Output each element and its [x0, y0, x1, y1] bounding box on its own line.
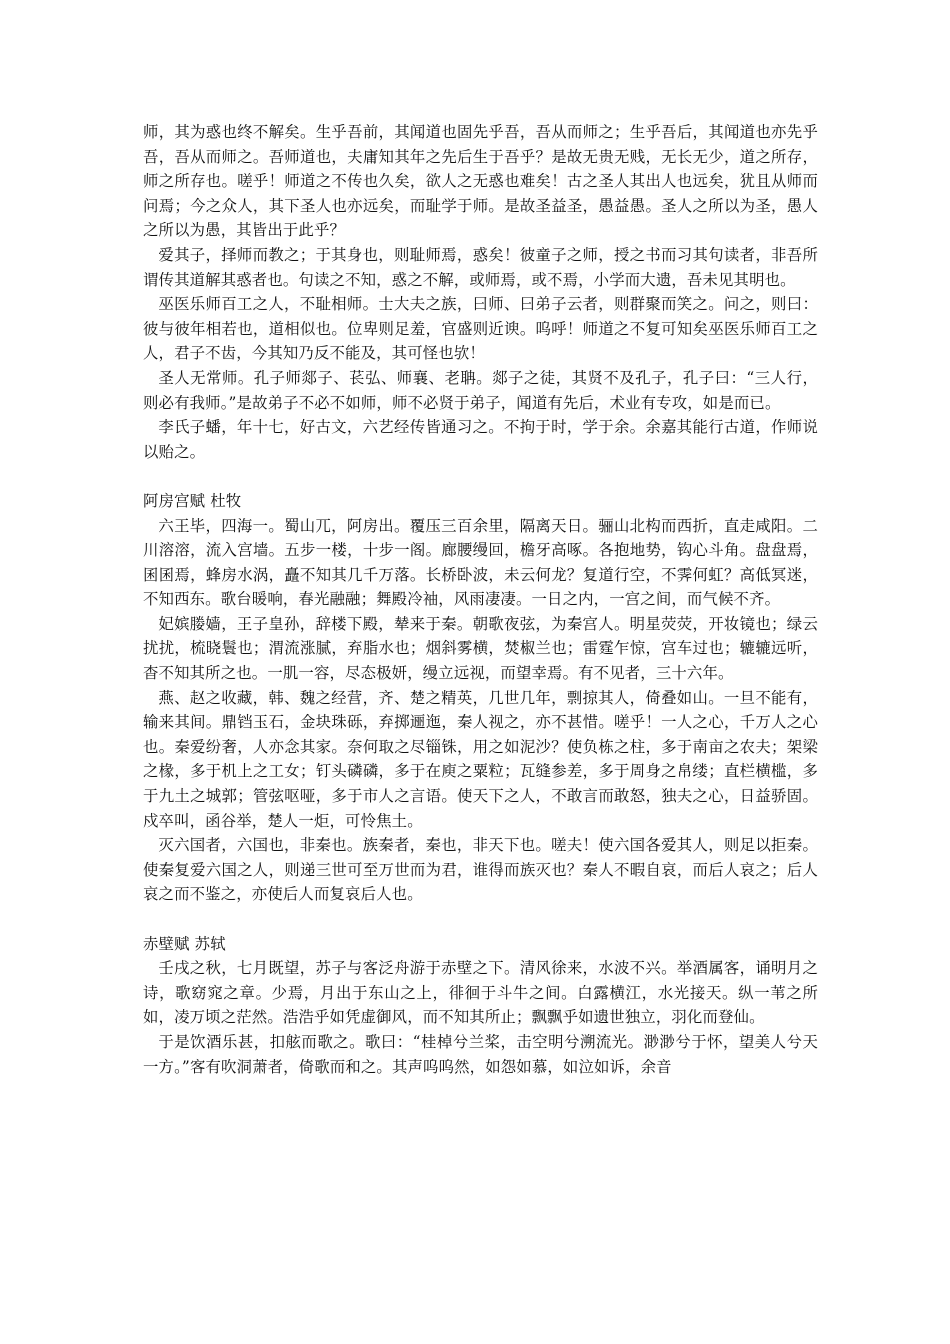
paragraph: 壬戌之秋，七月既望，苏子与客泛舟游于赤壁之下。清风徐来，水波不兴。举酒属客，诵明月之诗，歌窈窕之章。少焉，月出于东山之上，徘徊于斗牛之间。白露横江，水光接天。纵一苇之所如，凌万顷之茫然。浩浩乎如凭虚御风，而不知其所止；飘飘乎如遗世独立，羽化而登仙。 [143, 959, 818, 1027]
paragraph: 灭六国者，六国也，非秦也。族秦者，秦也，非天下也。嗟夫！使六国各爱其人，则足以拒秦。使秦复爱六国之人，则递三世可至万世而为君，谁得而族灭也？秦人不暇自哀，而后人哀之；后人哀之而不鉴之，亦使后人而复哀后人也。 [143, 836, 818, 904]
paragraph: 李氏子蟠，年十七，好古文，六艺经传皆通习之。不拘于时，学于余。余嘉其能行古道，作师说以贻之。 [143, 418, 818, 461]
document-body [143, 120, 818, 1079]
paragraph: 巫医乐师百工之人，不耻相师。士大夫之族，曰师、曰弟子云者，则群聚而笑之。问之，则曰：彼与彼年相若也，道相似也。位卑则足羞，官盛则近谀。呜呼！师道之不复可知矣巫医乐师百工之人，君子不齿，今其知乃反不能及，其可怪也欤！ [143, 295, 818, 363]
paragraph: 六王毕，四海一。蜀山兀，阿房出。覆压三百余里，隔离天日。骊山北构而西折，直走咸阳。二川溶溶，流入宫墙。五步一楼，十步一阁。廊腰缦回，檐牙高啄。各抱地势，钩心斗角。盘盘焉，囷囷焉，蜂房水涡，矗不知其几千万落。长桥卧波，未云何龙？复道行空，不霁何虹？高低冥迷，不知西东。歌台暖响，春光融融；舞殿冷袖，风雨凄凄。一日之内，一宫之间，而气候不齐。 [143, 516, 818, 609]
section-shishuo [143, 120, 818, 464]
paragraph: 妃嫔媵嫱，王子皇孙，辞楼下殿，辇来于秦。朝歌夜弦，为秦宫人。明星荧荧，开妆镜也；绿云扰扰，梳晓鬟也；渭流涨腻，弃脂水也；烟斜雾横，焚椒兰也；雷霆乍惊，宫车过也；辘辘远听，杳不知其所之也。一肌一容，尽态极妍，缦立远视，而望幸焉。有不见者，三十六年。 [143, 614, 818, 683]
section-afanggong [143, 489, 818, 907]
paragraph: 于是饮酒乐甚，扣舷而歌之。歌曰：“桂棹兮兰桨，击空明兮溯流光。渺渺兮于怀，望美人兮天一方。”客有吹洞萧者，倚歌而和之。其声呜呜然，如怨如慕，如泣如诉，余音 [143, 1032, 818, 1076]
paragraph: 圣人无常师。孔子师郯子、苌弘、师襄、老聃。郯子之徒，其贤不及孔子，孔子曰：“三人行，则必有我师。”是故弟子不必不如师，师不必贤于弟子，闻道有先后，术业有专攻，如是而已。 [143, 368, 818, 412]
paragraph: 师，其为惑也终不解矣。生乎吾前，其闻道也固先乎吾，吾从而师之；生乎吾后，其闻道也亦先乎吾，吾从而师之。吾师道也，夫庸知其年之先后生于吾乎？是故无贵无贱，无长无少，道之所存，师之所存也。嗟乎！师道之不传也久矣，欲人之无惑也难矣！古之圣人其出人也远矣，犹且从师而问焉；今之众人，其下圣人也亦远矣，而耻学于师。是故圣益圣，愚益愚。圣人之所以为圣，愚人之所以为愚，其皆出于此乎？ [143, 123, 818, 240]
section-heading: 阿房宫赋 杜牧 [143, 491, 242, 510]
section-gap [143, 464, 818, 489]
section-chibi [143, 932, 818, 1080]
section-heading: 赤壁赋 苏轼 [143, 934, 226, 953]
paragraph: 爱其子，择师而教之；于其身也，则耻师焉，惑矣！彼童子之师，授之书而习其句读者，非吾所谓传其道解其惑者也。句读之不知，惑之不解，或师焉，或不焉，小学而大遗，吾未见其明也。 [143, 245, 818, 289]
section-gap [143, 907, 818, 932]
paragraph: 燕、赵之收藏，韩、魏之经营，齐、楚之精英，几世几年，剽掠其人，倚叠如山。一旦不能有，输来其间。鼎铛玉石，金块珠砾，弃掷逦迤，秦人视之，亦不甚惜。嗟乎！一人之心，千万人之心也。秦爱纷奢，人亦念其家。奈何取之尽锱铢，用之如泥沙？使负栋之柱，多于南亩之农夫；架梁之椽，多于机上之工女；钉头磷磷，多于在庾之粟粒；瓦缝参差，多于周身之帛缕；直栏横槛，多于九土之城郭；管弦呕哑，多于市人之言语。使天下之人，不敢言而敢怒，独夫之心，日益骄固。戍卒叫，函谷举，楚人一炬，可怜焦土。 [143, 688, 818, 830]
